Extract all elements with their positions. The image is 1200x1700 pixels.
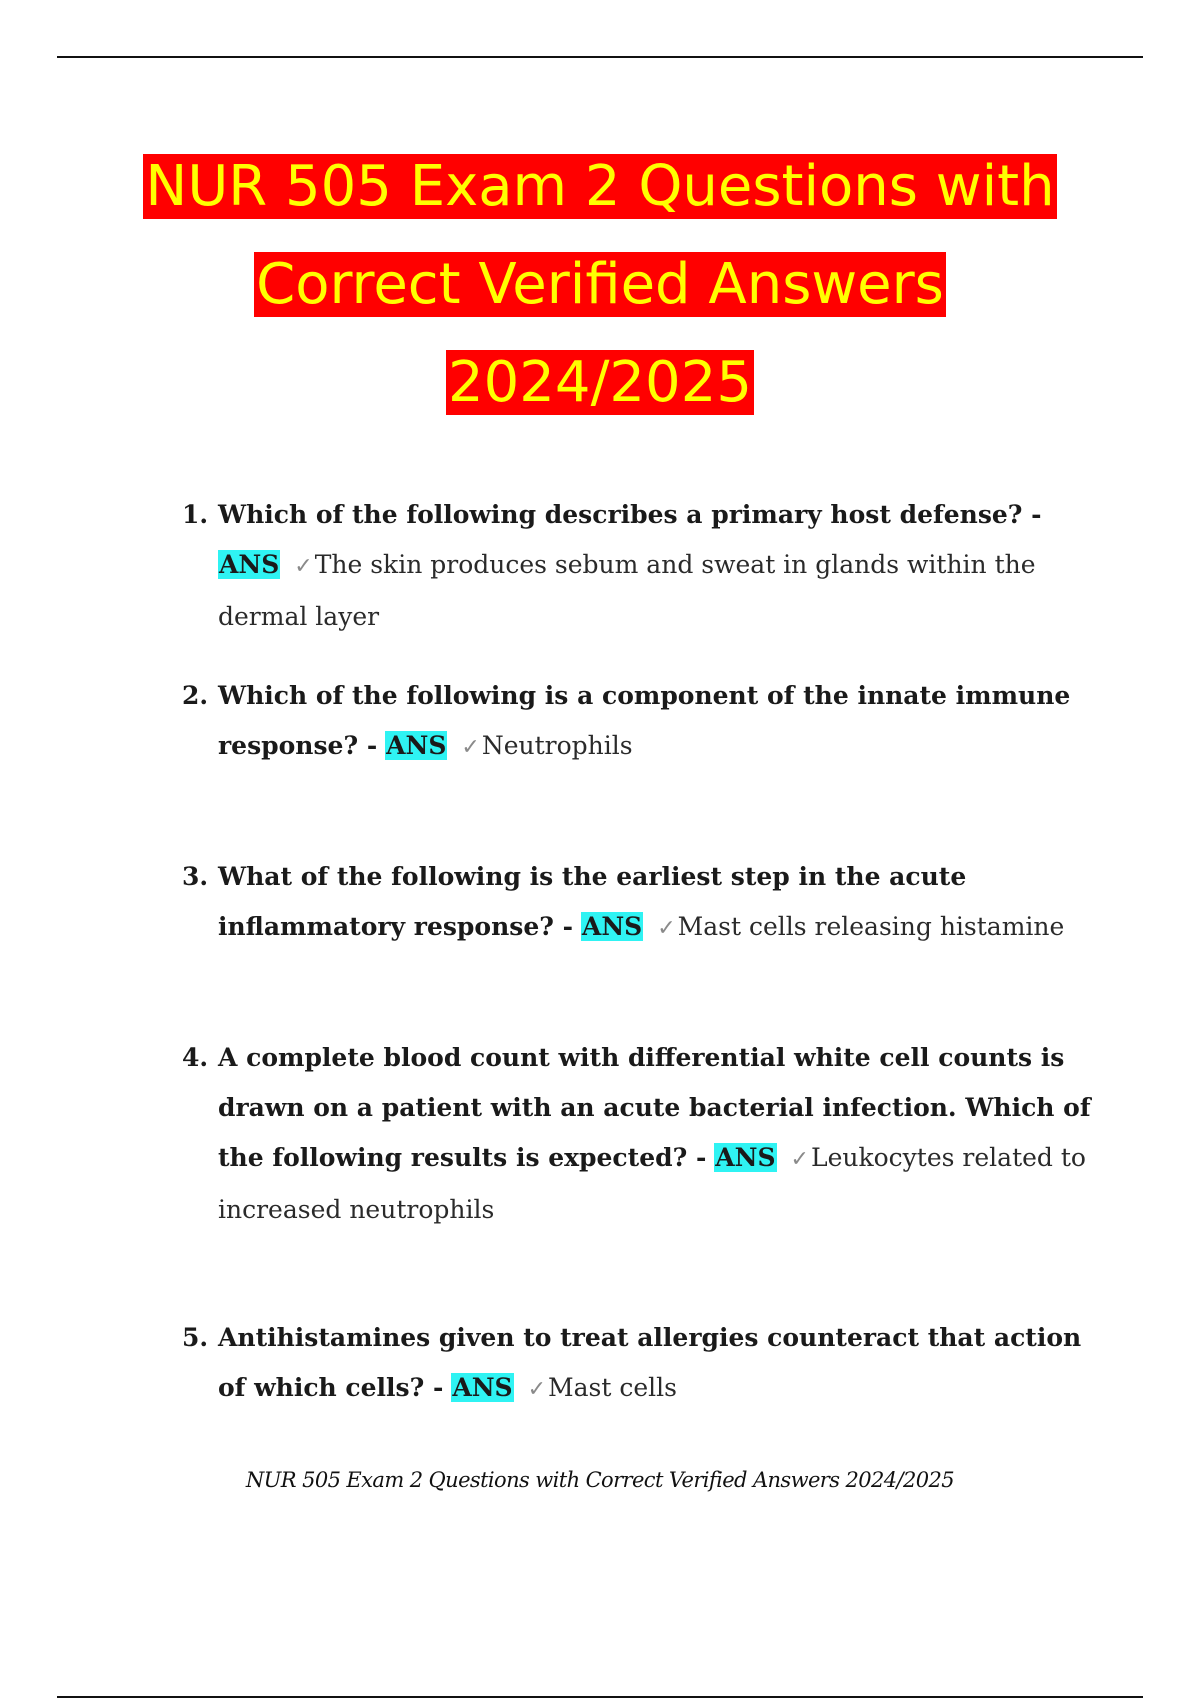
question-number: 3. (182, 862, 209, 891)
document-title (0, 138, 1200, 432)
title-line-2: Correct Verified Answers (256, 252, 944, 317)
question-number: 1. (182, 500, 209, 529)
top-rule (57, 56, 1143, 58)
page-footer: NUR 505 Exam 2 Questions with Correct Verified Answers 2024/2025 (245, 1468, 955, 1492)
bottom-rule (57, 1696, 1143, 1698)
title-line-3: 2024/2025 (448, 350, 752, 415)
question-item-4 (182, 1033, 1102, 1235)
answer-text: Neutrophils (481, 731, 633, 760)
question-number: 4. (182, 1043, 209, 1072)
checkmark-icon: ✓ (294, 554, 313, 579)
ans-label: ANS (452, 1373, 513, 1402)
checkmark-icon: ✓ (461, 735, 480, 760)
ans-label: ANS (581, 912, 643, 941)
title-line-1: NUR 505 Exam 2 Questions with (145, 154, 1055, 219)
answer-text: Mast cells (548, 1373, 677, 1402)
question-text: Which of the following describes a primary host defense? - (218, 500, 1042, 529)
checkmark-icon: ✓ (790, 1147, 809, 1172)
question-item-3 (182, 852, 1102, 954)
question-text: A complete blood count with differential white cell counts is drawn on a patient with an acute bacterial infection. Which of the following results is expected? - (218, 1043, 1091, 1172)
ans-label: ANS (219, 550, 280, 579)
checkmark-icon: ✓ (657, 916, 676, 941)
question-item-1 (182, 490, 1102, 642)
ans-label: ANS (715, 1143, 776, 1172)
question-item-2 (182, 671, 1102, 773)
question-number: 2. (182, 681, 209, 710)
ans-label: ANS (386, 731, 447, 760)
question-text: Antihistamines given to treat allergies counteract that action of which cells? - (218, 1323, 1082, 1402)
question-text: Which of the following is a component of the innate immune response? - (218, 681, 1071, 760)
checkmark-icon: ✓ (527, 1377, 547, 1402)
answer-text: Leukocytes related to increased neutrophils (218, 1143, 1086, 1224)
question-number: 5. (182, 1323, 209, 1352)
answer-text: Mast cells releasing histamine (677, 912, 1065, 941)
answer-text: The skin produces sebum and sweat in glands within the dermal layer (218, 550, 1036, 631)
question-item-5 (182, 1313, 1102, 1415)
question-text: What of the following is the earliest step in the acute inflammatory response? - (218, 862, 967, 941)
